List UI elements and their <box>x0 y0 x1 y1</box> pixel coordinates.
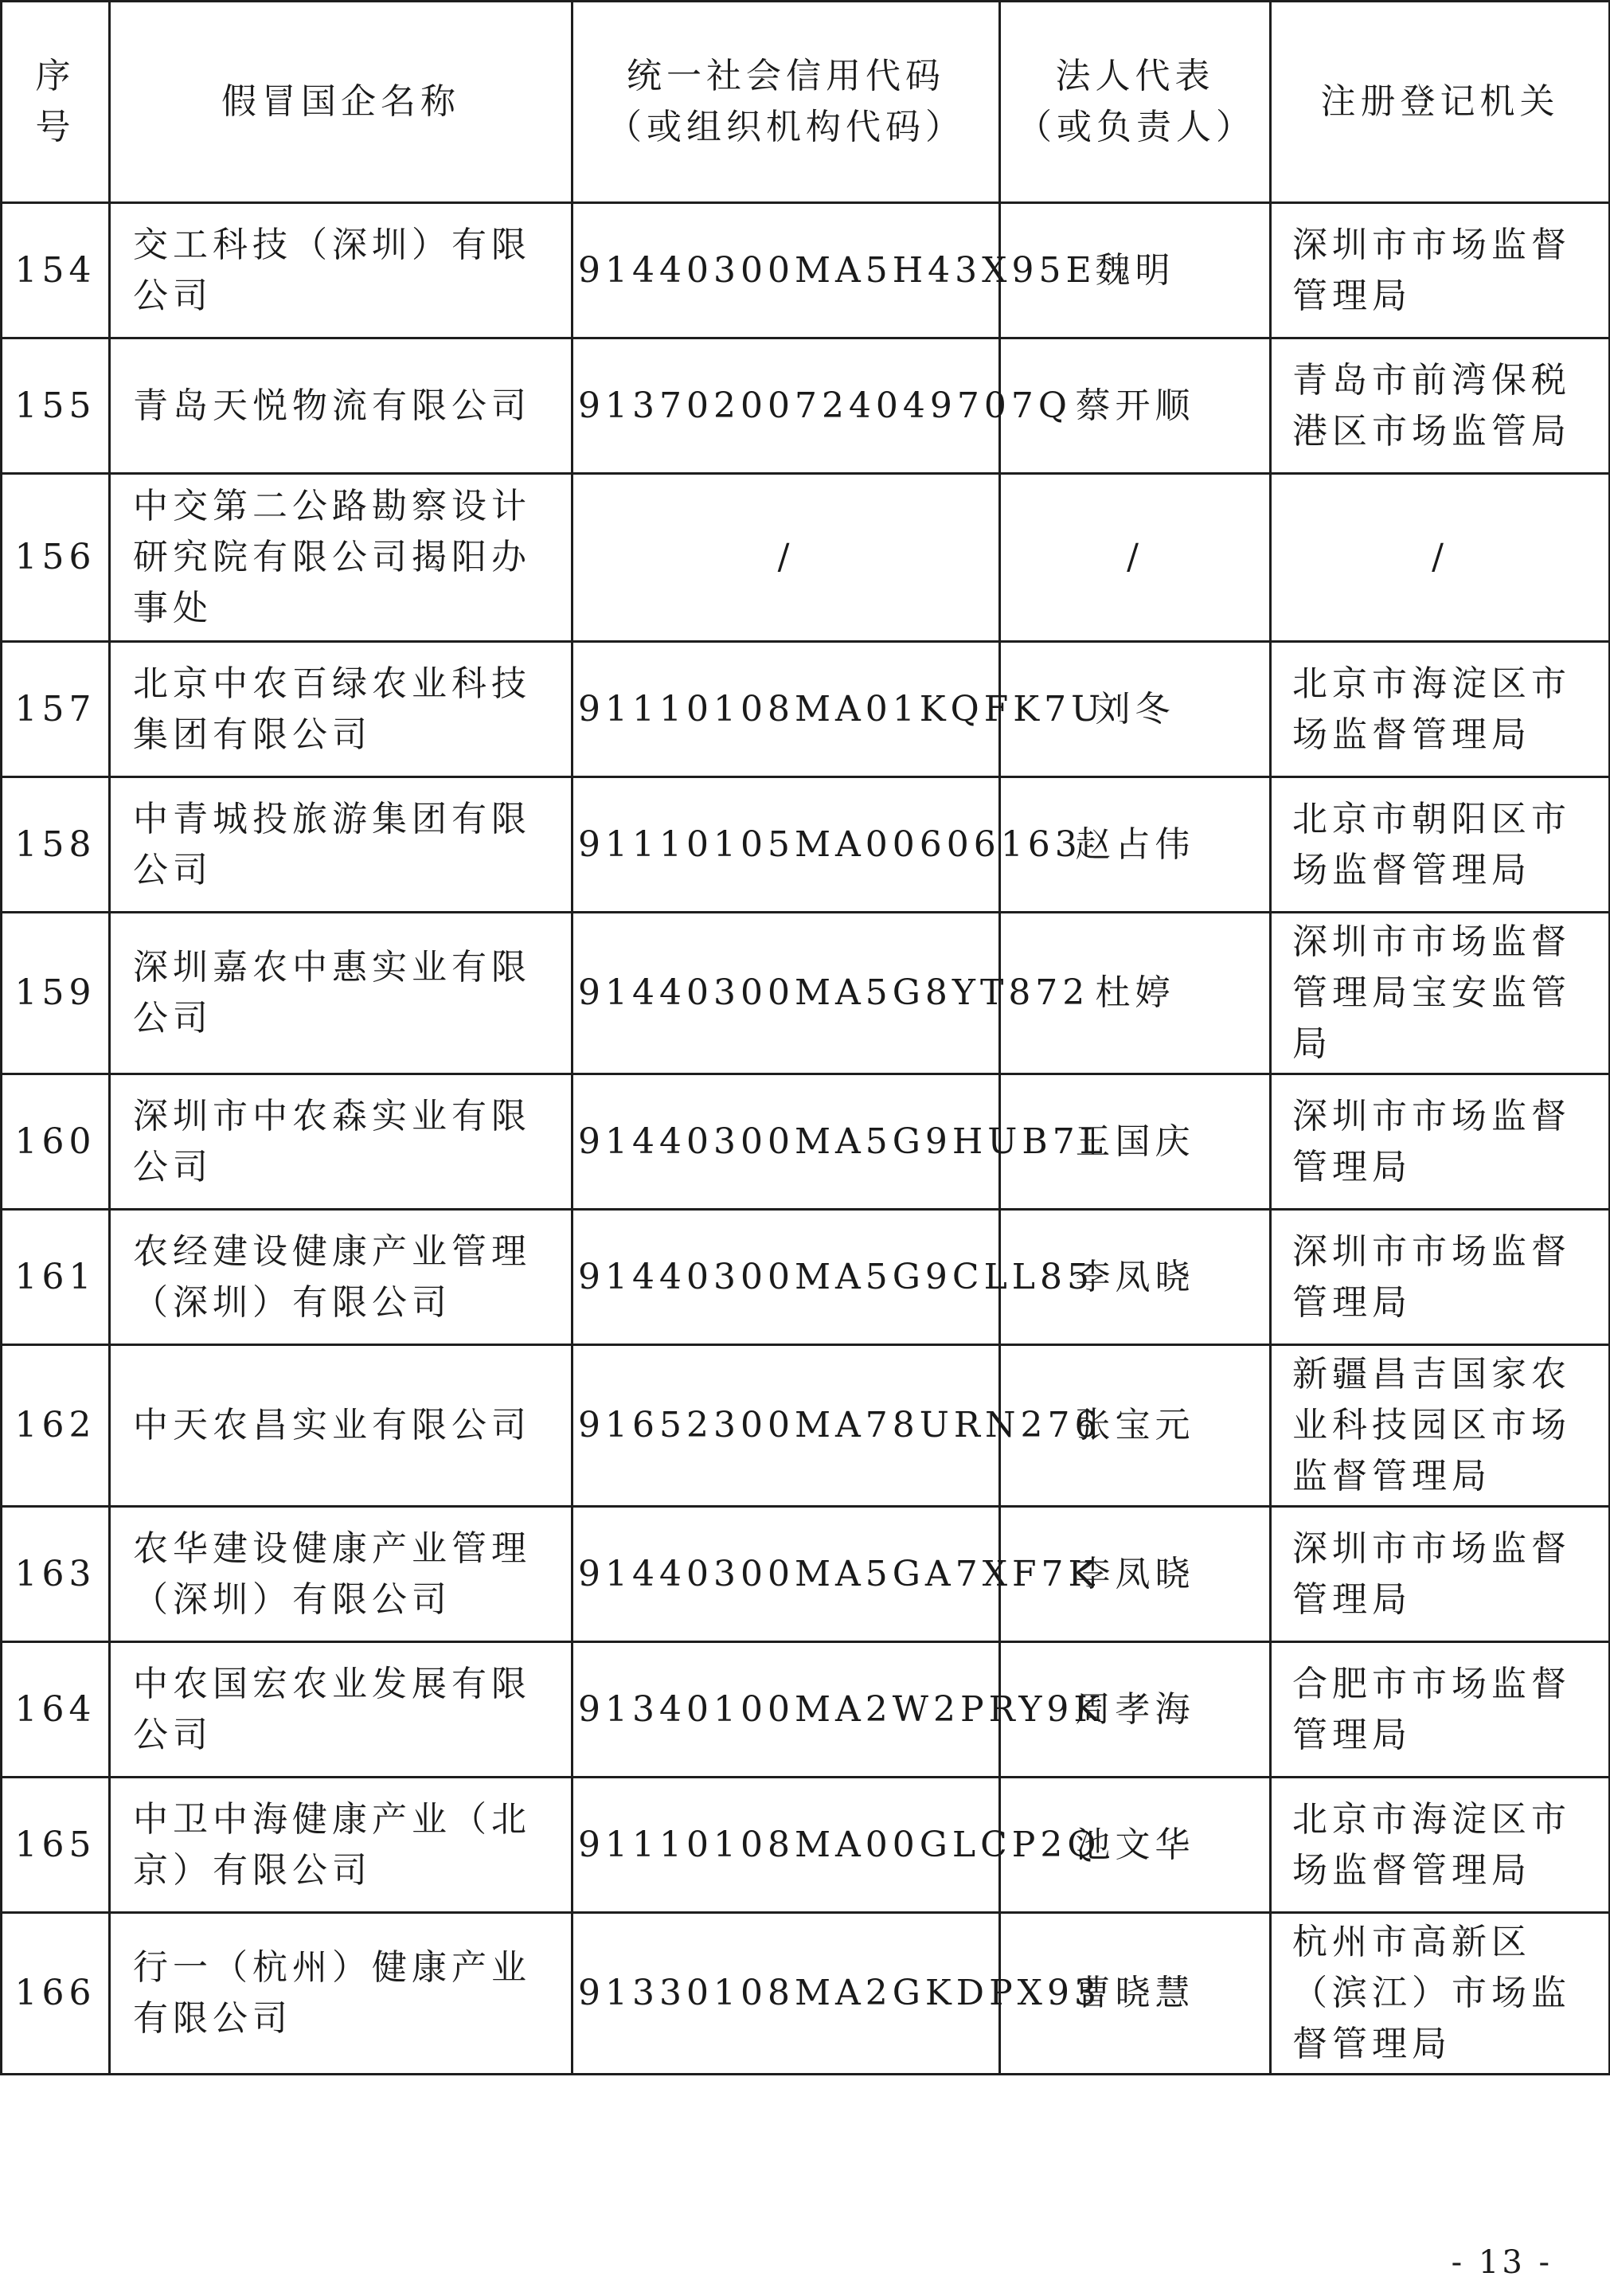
legal-representative: 蔡开顺 <box>1000 338 1271 474</box>
credit-code: 91440300MA5G9CLL85 <box>572 1210 1000 1345</box>
registration-authority: 北京市朝阳区市场监督管理局 <box>1271 777 1610 913</box>
row-index: 165 <box>2 1778 110 1913</box>
registration-authority: 深圳市市场监督管理局 <box>1271 1507 1610 1642</box>
row-index: 154 <box>2 203 110 338</box>
company-name: 中农国宏农业发展有限公司 <box>110 1642 572 1778</box>
credit-code: 91110108MA01KQFK7U <box>572 642 1000 777</box>
table-row <box>2 913 1610 1074</box>
company-name: 行一（杭州）健康产业有限公司 <box>110 1913 572 2075</box>
registration-authority: 深圳市市场监督管理局 <box>1271 1210 1610 1345</box>
legal-representative: 李凤晓 <box>1000 1507 1271 1642</box>
table-row <box>2 1210 1610 1345</box>
legal-representative: 池文华 <box>1000 1778 1271 1913</box>
company-name: 中卫中海健康产业（北京）有限公司 <box>110 1778 572 1913</box>
registration-authority: / <box>1271 474 1610 642</box>
header-registration-authority: 注册登记机关 <box>1271 2 1610 203</box>
legal-representative: 曹晓慧 <box>1000 1913 1271 2075</box>
registration-authority: 杭州市高新区（滨江）市场监督管理局 <box>1271 1913 1610 2075</box>
credit-code: 91340100MA2W2PRY9K <box>572 1642 1000 1778</box>
page-number: - 13 - <box>1451 2244 1553 2281</box>
legal-representative: / <box>1000 474 1271 642</box>
table-row <box>2 474 1610 642</box>
legal-representative: 魏明 <box>1000 203 1271 338</box>
row-index: 164 <box>2 1642 110 1778</box>
company-name: 交工科技（深圳）有限公司 <box>110 203 572 338</box>
company-name: 深圳嘉农中惠实业有限公司 <box>110 913 572 1074</box>
registration-authority: 深圳市市场监督管理局 <box>1271 1074 1610 1210</box>
credit-code: 91440300MA5GA7XF7K <box>572 1507 1000 1642</box>
row-index: 166 <box>2 1913 110 2075</box>
table-row <box>2 1778 1610 1913</box>
legal-representative: 王国庆 <box>1000 1074 1271 1210</box>
credit-code: 91110108MA00GLCP2Q <box>572 1778 1000 1913</box>
row-index: 155 <box>2 338 110 474</box>
registration-authority: 北京市海淀区市场监督管理局 <box>1271 642 1610 777</box>
legal-representative: 周孝海 <box>1000 1642 1271 1778</box>
credit-code: 91652300MA78URN276 <box>572 1345 1000 1507</box>
company-name: 农经建设健康产业管理（深圳）有限公司 <box>110 1210 572 1345</box>
row-index: 158 <box>2 777 110 913</box>
table-row <box>2 777 1610 913</box>
registration-authority: 深圳市市场监督管理局宝安监管局 <box>1271 913 1610 1074</box>
legal-representative: 刘冬 <box>1000 642 1271 777</box>
credit-code: 91110105MA00606163 <box>572 777 1000 913</box>
company-name: 中交第二公路勘察设计研究院有限公司揭阳办事处 <box>110 474 572 642</box>
registration-authority: 新疆昌吉国家农业科技园区市场监督管理局 <box>1271 1345 1610 1507</box>
header-legal-representative: 法人代表（或负责人） <box>1000 2 1271 203</box>
company-name: 农华建设健康产业管理（深圳）有限公司 <box>110 1507 572 1642</box>
table-header-row <box>2 2 1610 203</box>
credit-code: 91440300MA5G9HUB7L <box>572 1074 1000 1210</box>
table-row <box>2 1913 1610 2075</box>
table-row <box>2 642 1610 777</box>
credit-code: / <box>572 474 1000 642</box>
header-index: 序号 <box>2 2 110 203</box>
credit-code: 91330108MA2GKDPX93 <box>572 1913 1000 2075</box>
table-row <box>2 1345 1610 1507</box>
table-row <box>2 338 1610 474</box>
row-index: 163 <box>2 1507 110 1642</box>
company-name: 中青城投旅游集团有限公司 <box>110 777 572 913</box>
company-name: 青岛天悦物流有限公司 <box>110 338 572 474</box>
registration-authority: 合肥市市场监督管理局 <box>1271 1642 1610 1778</box>
table-row <box>2 1507 1610 1642</box>
credit-code: 91440300MA5H43X95E <box>572 203 1000 338</box>
company-name: 北京中农百绿农业科技集团有限公司 <box>110 642 572 777</box>
credit-code: 91440300MA5G8YT872 <box>572 913 1000 1074</box>
company-name: 深圳市中农森实业有限公司 <box>110 1074 572 1210</box>
registration-authority: 北京市海淀区市场监督管理局 <box>1271 1778 1610 1913</box>
registration-authority: 青岛市前湾保税港区市场监管局 <box>1271 338 1610 474</box>
legal-representative: 张宝元 <box>1000 1345 1271 1507</box>
table-row <box>2 1074 1610 1210</box>
legal-representative: 李凤晓 <box>1000 1210 1271 1345</box>
row-index: 160 <box>2 1074 110 1210</box>
row-index: 162 <box>2 1345 110 1507</box>
row-index: 159 <box>2 913 110 1074</box>
header-credit-code: 统一社会信用代码（或组织机构代码） <box>572 2 1000 203</box>
row-index: 156 <box>2 474 110 642</box>
registration-authority: 深圳市市场监督管理局 <box>1271 203 1610 338</box>
legal-representative: 杜婷 <box>1000 913 1271 1074</box>
table-row <box>2 203 1610 338</box>
row-index: 161 <box>2 1210 110 1345</box>
company-name: 中天农昌实业有限公司 <box>110 1345 572 1507</box>
legal-representative: 赵占伟 <box>1000 777 1271 913</box>
header-company-name: 假冒国企名称 <box>110 2 572 203</box>
table-row <box>2 1642 1610 1778</box>
credit-code: 91370200724049707Q <box>572 338 1000 474</box>
row-index: 157 <box>2 642 110 777</box>
